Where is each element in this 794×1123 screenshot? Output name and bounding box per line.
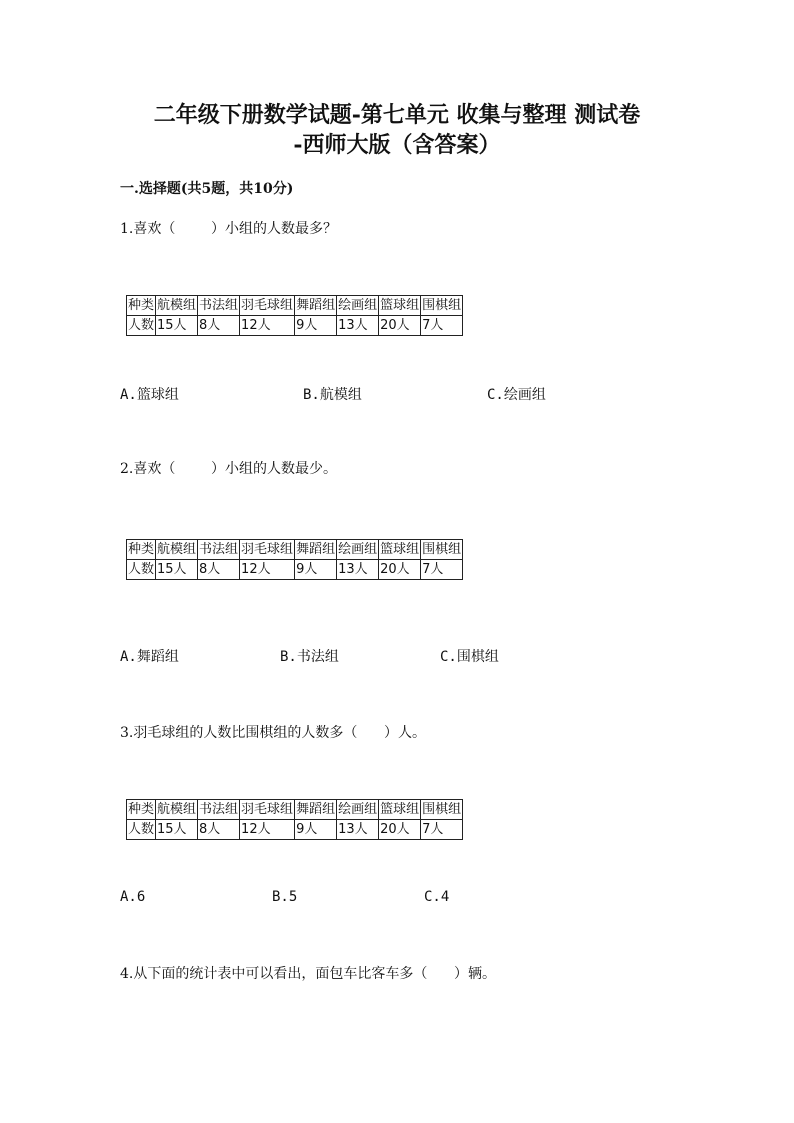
table-cell: 羽毛球组 xyxy=(240,540,295,560)
table-cell: 篮球组 xyxy=(379,296,421,316)
table-cell: 9人 xyxy=(295,316,337,336)
table-cell: 书法组 xyxy=(198,296,240,316)
table-cell: 羽毛球组 xyxy=(240,296,295,316)
title-line-2: -西师大版（含答案） xyxy=(293,132,501,158)
table-cell: 围棋组 xyxy=(421,296,463,316)
stats-table-1 xyxy=(126,295,463,336)
table-cell: 人数 xyxy=(127,820,156,840)
table-cell: 篮球组 xyxy=(379,540,421,560)
stats-table-3 xyxy=(126,799,463,840)
table-cell: 8人 xyxy=(198,316,240,336)
table-cell: 7人 xyxy=(421,316,463,336)
table-row xyxy=(127,820,463,840)
table-cell: 种类 xyxy=(127,296,156,316)
table-cell: 13人 xyxy=(337,560,379,580)
table-cell: 舞蹈组 xyxy=(295,296,337,316)
table-cell: 13人 xyxy=(337,820,379,840)
stats-table-2 xyxy=(126,539,463,580)
table-cell: 人数 xyxy=(127,560,156,580)
table-cell: 20人 xyxy=(379,316,421,336)
table-cell: 航模组 xyxy=(156,800,198,820)
question-3-option-a: A.6 xyxy=(120,889,146,905)
table-cell: 羽毛球组 xyxy=(240,800,295,820)
table-cell: 书法组 xyxy=(198,800,240,820)
question-4: 4.从下面的统计表中可以看出，面包车比客车多（ ）辆。 xyxy=(120,966,497,982)
table-cell: 20人 xyxy=(379,820,421,840)
table-cell: 航模组 xyxy=(156,296,198,316)
question-2-option-c: C.围棋组 xyxy=(440,649,499,665)
table-cell: 围棋组 xyxy=(421,800,463,820)
table-cell: 9人 xyxy=(295,820,337,840)
table-cell: 人数 xyxy=(127,316,156,336)
table-cell: 12人 xyxy=(240,560,295,580)
table-cell: 7人 xyxy=(421,820,463,840)
table-header-row xyxy=(127,296,463,316)
section-heading: 一.选择题(共5题，共10分) xyxy=(120,181,294,197)
table-cell: 种类 xyxy=(127,800,156,820)
table-cell: 7人 xyxy=(421,560,463,580)
table-cell: 15人 xyxy=(156,560,198,580)
table-cell: 围棋组 xyxy=(421,540,463,560)
question-3-option-c: C.4 xyxy=(424,889,450,905)
table-cell: 12人 xyxy=(240,316,295,336)
table-cell: 绘画组 xyxy=(337,800,379,820)
table-cell: 8人 xyxy=(198,560,240,580)
question-2: 2.喜欢（ ）小组的人数最少。 xyxy=(120,461,337,477)
table-cell: 舞蹈组 xyxy=(295,540,337,560)
table-cell: 15人 xyxy=(156,316,198,336)
table-cell: 舞蹈组 xyxy=(295,800,337,820)
table-cell: 篮球组 xyxy=(379,800,421,820)
question-2-option-a: A.舞蹈组 xyxy=(120,649,179,665)
question-3-option-b: B.5 xyxy=(272,889,298,905)
question-1-option-b: B.航模组 xyxy=(303,387,362,403)
title-line-1: 二年级下册数学试题-第七单元 收集与整理 测试卷 xyxy=(153,102,641,128)
table-header-row xyxy=(127,540,463,560)
question-1-option-a: A.篮球组 xyxy=(120,387,179,403)
table-header-row xyxy=(127,800,463,820)
table-cell: 12人 xyxy=(240,820,295,840)
question-1: 1.喜欢（ ）小组的人数最多？ xyxy=(120,221,337,237)
table-cell: 绘画组 xyxy=(337,540,379,560)
table-cell: 9人 xyxy=(295,560,337,580)
table-cell: 航模组 xyxy=(156,540,198,560)
question-1-option-c: C.绘画组 xyxy=(487,387,546,403)
table-cell: 20人 xyxy=(379,560,421,580)
page-title xyxy=(0,100,794,160)
table-row xyxy=(127,316,463,336)
table-cell: 13人 xyxy=(337,316,379,336)
table-cell: 8人 xyxy=(198,820,240,840)
table-row xyxy=(127,560,463,580)
table-cell: 种类 xyxy=(127,540,156,560)
table-cell: 绘画组 xyxy=(337,296,379,316)
table-cell: 15人 xyxy=(156,820,198,840)
table-cell: 书法组 xyxy=(198,540,240,560)
question-2-option-b: B.书法组 xyxy=(280,649,339,665)
question-3: 3.羽毛球组的人数比围棋组的人数多（ ）人。 xyxy=(120,725,427,741)
